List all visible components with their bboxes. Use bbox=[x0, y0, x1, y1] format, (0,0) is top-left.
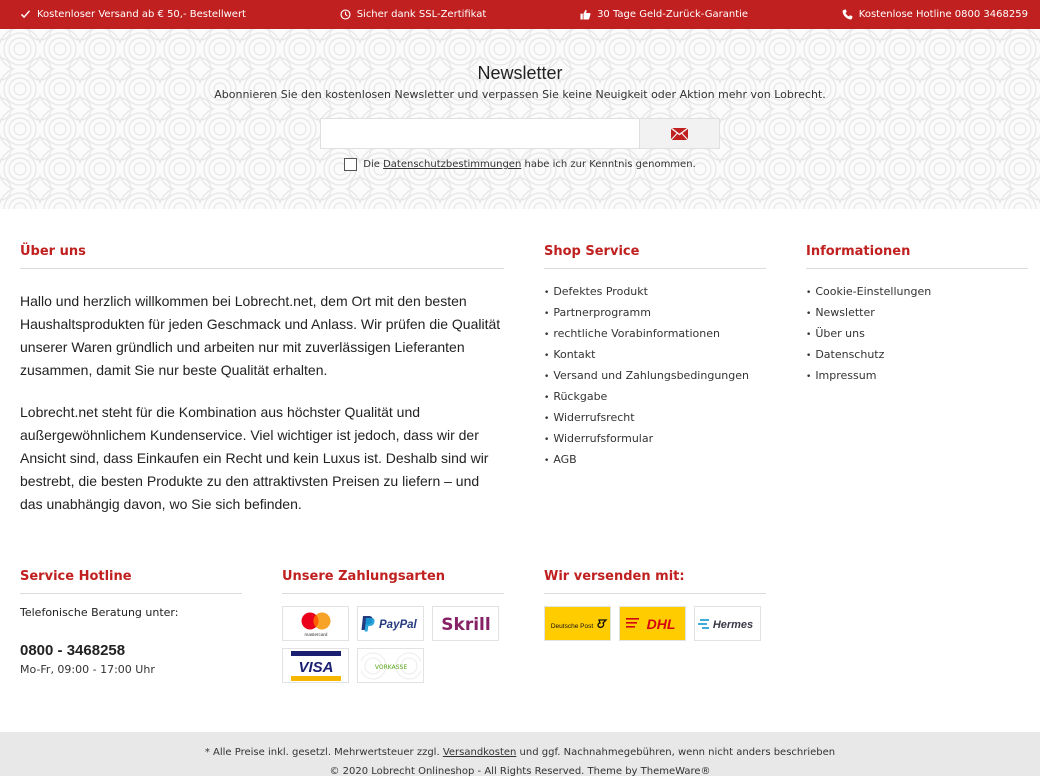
link-impressum[interactable]: • Impressum bbox=[806, 366, 1028, 387]
visa-logo bbox=[282, 648, 349, 683]
usp-ssl-text: Sicher dank SSL-Zertifikat bbox=[356, 9, 487, 20]
vat-note bbox=[0, 743, 1040, 762]
clock-icon bbox=[340, 9, 351, 20]
newsletter-email-input[interactable] bbox=[320, 118, 640, 149]
post-horn-icon bbox=[598, 620, 606, 627]
hotline-title: Service Hotline bbox=[20, 569, 242, 594]
dhl-logo bbox=[619, 606, 686, 641]
shop-service-title: Shop Service bbox=[544, 244, 766, 269]
mastercard-text: mastercard bbox=[304, 631, 327, 637]
usp-hotline bbox=[842, 9, 1028, 20]
link-widerrufsrecht[interactable]: • Widerrufsrecht bbox=[544, 408, 766, 429]
hotline-hours: Mo-Fr, 09:00 - 17:00 Uhr bbox=[20, 663, 155, 676]
paypal-logo bbox=[357, 606, 424, 641]
mastercard-logo bbox=[282, 606, 349, 641]
usp-guarantee bbox=[580, 9, 748, 20]
newsletter-form bbox=[0, 118, 1040, 149]
link-agb[interactable]: • AGB bbox=[544, 450, 766, 471]
about-column bbox=[20, 244, 504, 516]
link-rueckgabe[interactable]: • Rückgabe bbox=[544, 387, 766, 408]
usp-shipping bbox=[20, 9, 246, 20]
informationen-list bbox=[806, 282, 1028, 387]
link-cookie-einstellungen[interactable]: • Cookie-Einstellungen bbox=[806, 282, 1028, 303]
dhl-text: DHL bbox=[646, 615, 675, 632]
consent-label bbox=[363, 159, 695, 170]
payment-title: Unsere Zahlungsarten bbox=[282, 569, 504, 594]
usp-ssl bbox=[340, 9, 487, 20]
shipping-title: Wir versenden mit: bbox=[544, 569, 766, 594]
about-paragraph-1: Hallo und herzlich willkommen bei Lobrecht.net, dem Ort mit den besten Haushaltsprodukten für jeden Geschmack und Anlass. Wir prüfen die Qualität unserer Waren gründlich und arbeiten nur mit zuverlässigen Lieferanten zusammen, damit Sie nur beste Qualität erhalten. bbox=[20, 293, 501, 378]
link-widerrufsformular[interactable]: • Widerrufsformular bbox=[544, 429, 766, 450]
link-vorabinformationen[interactable]: • rechtliche Vorabinformationen bbox=[544, 324, 766, 345]
envelope-icon bbox=[671, 128, 688, 140]
copyright: © 2020 Lobrecht Onlineshop - All Rights Reserved. Theme by ThemeWare® bbox=[329, 766, 711, 776]
hotline-label: Telefonische Beratung unter: bbox=[20, 606, 179, 619]
link-ueber-uns[interactable]: • Über uns bbox=[806, 324, 1028, 345]
payment-logos bbox=[282, 606, 504, 683]
informationen-column bbox=[806, 244, 1028, 387]
usp-hotline-text: Kostenlose Hotline 0800 3468259 bbox=[858, 9, 1028, 20]
vat-note-suffix: und ggf. Nachnahmegebühren, wenn nicht anders beschrieben bbox=[519, 747, 836, 758]
newsletter-title: Newsletter bbox=[477, 63, 563, 83]
deutschepost-text: Deutsche Post bbox=[550, 622, 593, 630]
vorkasse-text: VORKASSE bbox=[374, 663, 407, 671]
link-versand-zahlung[interactable]: • Versand und Zahlungsbedingungen bbox=[544, 366, 766, 387]
visa-text: VISA bbox=[297, 658, 334, 676]
link-kontakt[interactable]: • Kontakt bbox=[544, 345, 766, 366]
usp-guarantee-text: 30 Tage Geld-Zurück-Garantie bbox=[597, 9, 749, 20]
hermes-logo bbox=[694, 606, 761, 641]
consent-checkbox[interactable] bbox=[344, 158, 357, 171]
shop-service-column bbox=[544, 244, 766, 471]
link-defektes-produkt[interactable]: • Defektes Produkt bbox=[544, 282, 766, 303]
skrill-logo bbox=[432, 606, 499, 641]
vorkasse-logo bbox=[357, 648, 424, 683]
usp-shipping-text: Kostenloser Versand ab € 50,- Bestellwert bbox=[37, 9, 246, 20]
newsletter-section bbox=[0, 29, 1040, 209]
skrill-text: Skrill bbox=[440, 614, 491, 635]
usp-bar bbox=[0, 0, 1040, 29]
consent-suffix: habe ich zur Kenntnis genommen. bbox=[524, 159, 696, 170]
footer-bottom bbox=[0, 732, 1040, 776]
link-newsletter[interactable]: • Newsletter bbox=[806, 303, 1028, 324]
check-icon bbox=[20, 9, 31, 20]
about-paragraph-2: Lobrecht.net steht für die Kombination aus höchster Qualität und außergewöhnlichem Kundenservice. Viel wichtiger ist jedoch, dass wir der Ansicht sind, dass Einkaufen ein Recht und kein Luxus ist. Deshalb sind wir bestrebt, die besten Produkte zu den attraktivsten Preisen zu liefern – und das unabhängig davon, wo Sie sich befinden. bbox=[20, 404, 489, 512]
informationen-title: Informationen bbox=[806, 244, 1028, 269]
shop-service-list bbox=[544, 282, 766, 471]
link-partnerprogramm[interactable]: • Partnerprogramm bbox=[544, 303, 766, 324]
payment-column bbox=[282, 569, 504, 683]
phone-icon bbox=[842, 9, 853, 20]
privacy-link[interactable]: Datenschutzbestimmungen bbox=[383, 159, 522, 170]
hotline-number[interactable]: 0800 - 3468258 bbox=[20, 642, 126, 659]
shipping-column bbox=[544, 569, 766, 641]
hermes-text: Hermes bbox=[712, 618, 753, 631]
deutsche-post-logo bbox=[544, 606, 611, 641]
shipping-costs-link[interactable]: Versandkosten bbox=[442, 747, 517, 758]
vat-note-prefix: * Alle Preise inkl. gesetzl. Mehrwertsteuer zzgl. bbox=[204, 747, 440, 758]
newsletter-submit-button[interactable] bbox=[640, 118, 720, 149]
about-title: Über uns bbox=[20, 244, 504, 269]
hotline-column bbox=[20, 569, 242, 676]
thumbs-up-icon bbox=[580, 9, 591, 20]
newsletter-consent bbox=[0, 158, 1040, 171]
shipping-logos bbox=[544, 606, 766, 641]
newsletter-subtitle: Abonnieren Sie den kostenlosen Newsletter und verpassen Sie keine Neuigkeit oder Aktion mehr von Lobrecht. bbox=[214, 88, 826, 101]
link-datenschutz[interactable]: • Datenschutz bbox=[806, 345, 1028, 366]
consent-prefix: Die bbox=[363, 159, 380, 170]
paypal-text: PayPal bbox=[378, 618, 417, 631]
